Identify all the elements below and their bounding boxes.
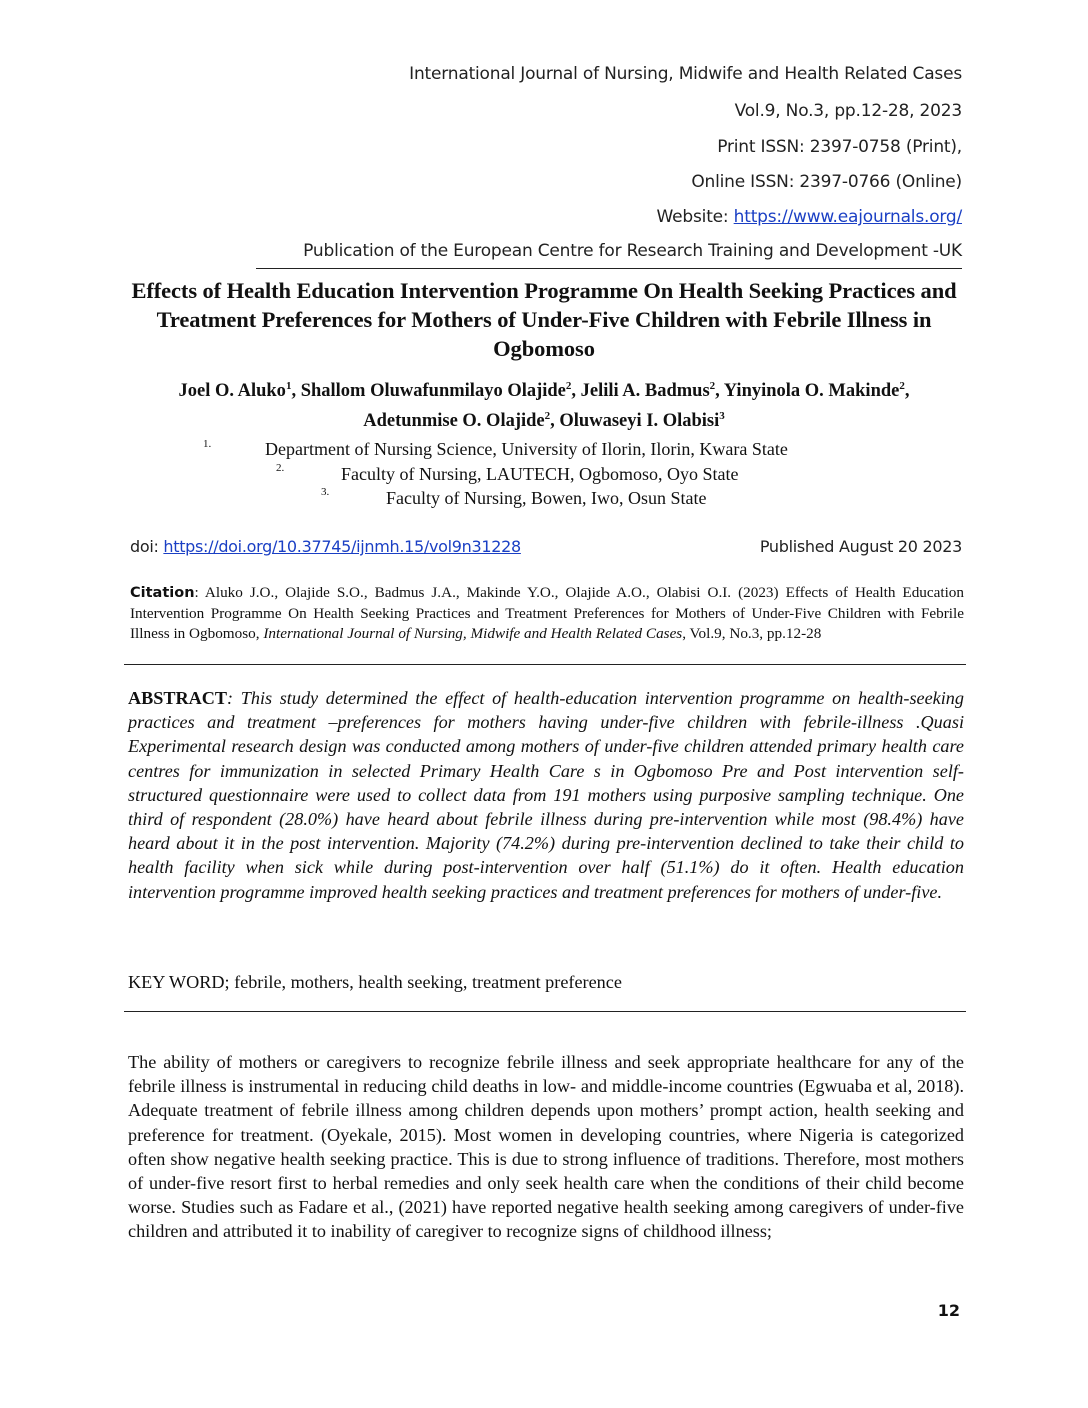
- journal-name: International Journal of Nursing, Midwife and Health Related Cases: [409, 64, 962, 84]
- affiliation-1: Department of Nursing Science, University of Ilorin, Ilorin, Kwara State: [265, 439, 788, 459]
- author-affiliation-mark: 2: [709, 380, 716, 392]
- citation-tail: , Vol.9, No.3, pp.12-28: [682, 625, 822, 642]
- author-name: Adetunmise O. Olajide: [363, 411, 545, 432]
- citation-label: Citation: [130, 585, 195, 601]
- citation-block: [130, 583, 964, 645]
- doi-link[interactable]: https://doi.org/10.37745/ijnmh.15/vol9n31228: [163, 537, 521, 556]
- doi-label: doi:: [130, 537, 164, 556]
- author-name: Yinyinola O. Makinde: [723, 381, 900, 402]
- body-paragraph: The ability of mothers or caregivers to recognize febrile illness and seek appropriate healthcare for any of the febrile illness is instrumental in reducing child deaths in low- and middle-income countries (Egwuaba et al, 2018). Adequate treatment of febrile illness among children depends upon mothers’ prompt action, health seeking and preference for treatment. (Oyekale, 2015). Most women in developing countries, where Nigeria is categorized often show negative health seeking practice. This is due to strong influence of traditions. Therefore, most mothers of under-five resort first to herbal remedies and only seek health care when the conditions of their child become worse. Studies such as Fadare et al., (2021) have reported negative health seeking among caregivers of under-five children and attributed it to inability of caregiver to recognize signs of childhood illness;: [128, 1052, 964, 1242]
- website-line: [657, 207, 962, 227]
- online-issn: Online ISSN: 2397-0766 (Online): [691, 172, 962, 192]
- author-affiliation-mark: 3: [719, 410, 725, 423]
- website-label: Website:: [656, 207, 734, 227]
- abstract-label: ABSTRACT: [128, 688, 228, 708]
- doi-line: [130, 537, 521, 556]
- author-affiliation-mark: 2: [565, 380, 572, 392]
- header-divider: [256, 268, 962, 269]
- affiliation-number: 2.: [276, 462, 285, 474]
- author-name: Joel O. Aluko: [178, 381, 286, 402]
- affiliation-3: Faculty of Nursing, Bowen, Iwo, Osun State: [386, 488, 707, 508]
- author-name: Shallom Oluwafunmilayo Olajide: [300, 381, 566, 402]
- author-affiliation-mark: 2: [544, 410, 551, 423]
- abstract-block: [128, 686, 964, 904]
- publisher-line: Publication of the European Centre for Research Training and Development -UK: [303, 241, 962, 261]
- author-affiliation-mark: 2: [899, 380, 905, 392]
- affiliation-number: 1.: [203, 438, 212, 450]
- author-affiliation-mark: 1: [285, 380, 292, 392]
- author-name: Oluwaseyi I. Olabisi: [559, 411, 720, 432]
- published-date: Published August 20 2023: [759, 537, 962, 556]
- volume-info: Vol.9, No.3, pp.12-28, 2023: [734, 101, 962, 121]
- page-number: 12: [937, 1301, 960, 1320]
- abstract-divider: [124, 1011, 966, 1012]
- citation-journal: International Journal of Nursing, Midwife and Health Related Cases: [263, 625, 683, 642]
- citation-text: : Aluko J.O., Olajide S.O., Badmus J.A., Makinde Y.O., Olajide A.O., Olabisi O.I. (2023) Effects of Health Education Intervention Programme On Health Seeking Practices and Treatment Preferences for Mothers of Under-Five Children with Febrile Illness in Ogbomoso,: [130, 584, 964, 642]
- keywords-line: KEY WORD; febrile, mothers, health seeking, treatment preference: [128, 972, 622, 992]
- paper-title: Effects of Health Education Intervention Programme On Health Seeking Practices and Treatment Preferences for Mothers of Under-Five Children with Febrile Illness in Ogbomoso: [131, 278, 957, 361]
- website-link[interactable]: https://www.eajournals.org/: [733, 207, 962, 227]
- author-name: Jelili A. Badmus: [580, 381, 710, 402]
- author-list: Joel O. Aluko$^1$, Shallom Oluwafunmilayo Olajide$^2$, Jelili A. Badmus$^2$, Yinyinola O. Makinde$^2$, Adetunmise O. Olajide$^2$, Oluwaseyi I. Olabisi$^3$: [178, 380, 910, 432]
- citation-divider: [124, 664, 966, 665]
- affiliation-number: 3.: [321, 486, 330, 498]
- affiliation-2: Faculty of Nursing, LAUTECH, Ogbomoso, Oyo State: [341, 464, 739, 484]
- print-issn: Print ISSN: 2397-0758 (Print),: [717, 137, 962, 157]
- abstract-text: : This study determined the effect of health-education intervention programme on health-seeking practices and treatment –preferences for mothers having under-five children with febrile-illness .Quasi Experimental research design was conducted among mothers of under-five children attended primary health care centres for immunization in selected Primary Health Care s in Ogbomoso Pre and Post intervention self-structured questionnaire were used to collect data from 191 mothers using purposive sampling technique. One third of respondent (28.0%) have heard about febrile illness during pre-intervention while most (98.4%) have heard about it in the post intervention. Majority (74.2%) during pre-intervention declined to take their child to health facility when sick while during post-intervention over half (51.1%) do it often. Health education intervention programme improved health seeking practices and treatment preferences for mothers of under-five.: [128, 688, 964, 902]
